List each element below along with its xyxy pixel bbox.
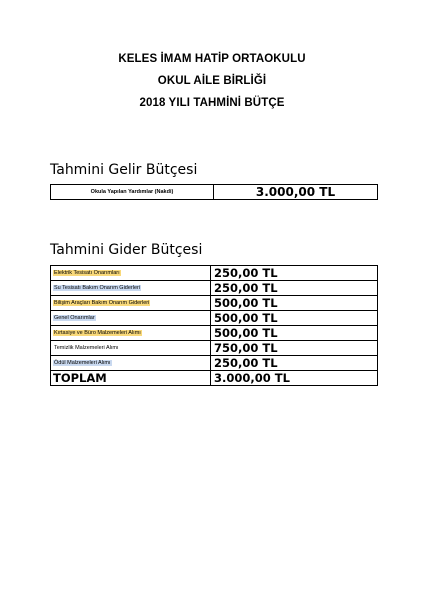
- expense-amount: 500,00 TL: [211, 296, 378, 311]
- expense-label-cell: [51, 326, 211, 341]
- table-row: [51, 311, 378, 326]
- expense-label: Temizlik Malzemeleri Alımı: [54, 345, 119, 351]
- expense-label-cell: [51, 341, 211, 356]
- expense-label: Ödül Malzemeleri Alımı: [54, 360, 111, 366]
- expense-label: Kırtasiye ve Büro Malzemeleri Alımı: [54, 330, 141, 336]
- table-row: [51, 296, 378, 311]
- table-row: [51, 281, 378, 296]
- expense-table-body: [51, 266, 378, 386]
- expense-label: Genel Onarımlar: [54, 315, 95, 321]
- expense-amount: 500,00 TL: [211, 326, 378, 341]
- expense-label-cell: [51, 281, 211, 296]
- income-heading: Tahmini Gelir Bütçesi: [50, 162, 198, 178]
- expense-label-cell: [51, 296, 211, 311]
- expense-label: Su Tesisatı Bakım Onarım Giderleri: [54, 285, 141, 291]
- expense-amount: 250,00 TL: [211, 266, 378, 281]
- expense-label: Bilişim Araçları Bakım Onarım Giderleri: [54, 300, 150, 306]
- document-title: [0, 48, 424, 114]
- expense-label-cell: [51, 311, 211, 326]
- table-row: [51, 266, 378, 281]
- expense-amount: 250,00 TL: [211, 356, 378, 371]
- income-label: Okula Yapılan Yardımlar (Nakdi): [51, 185, 214, 200]
- total-row: [51, 371, 378, 386]
- income-amount: 3.000,00 TL: [214, 185, 378, 200]
- school-name: KELES İMAM HATİP ORTAOKULU: [118, 53, 306, 65]
- total-label: TOPLAM: [51, 371, 211, 386]
- total-amount: 3.000,00 TL: [211, 371, 378, 386]
- association-name: OKUL AİLE BİRLİĞİ: [157, 75, 267, 87]
- table-row: [51, 185, 378, 200]
- expense-table: [50, 265, 378, 386]
- expense-amount: 250,00 TL: [211, 281, 378, 296]
- expense-heading: Tahmini Gider Bütçesi: [50, 242, 203, 258]
- expense-label-cell: [51, 266, 211, 281]
- budget-title: 2018 YILI TAHMİNİ BÜTÇE: [139, 97, 285, 109]
- income-table: [50, 184, 378, 200]
- table-row: [51, 341, 378, 356]
- expense-label-cell: [51, 356, 211, 371]
- expense-amount: 500,00 TL: [211, 311, 378, 326]
- expense-label: Elektrik Tesisatı Onarımları: [54, 270, 120, 276]
- expense-amount: 750,00 TL: [211, 341, 378, 356]
- table-row: [51, 326, 378, 341]
- table-row: [51, 356, 378, 371]
